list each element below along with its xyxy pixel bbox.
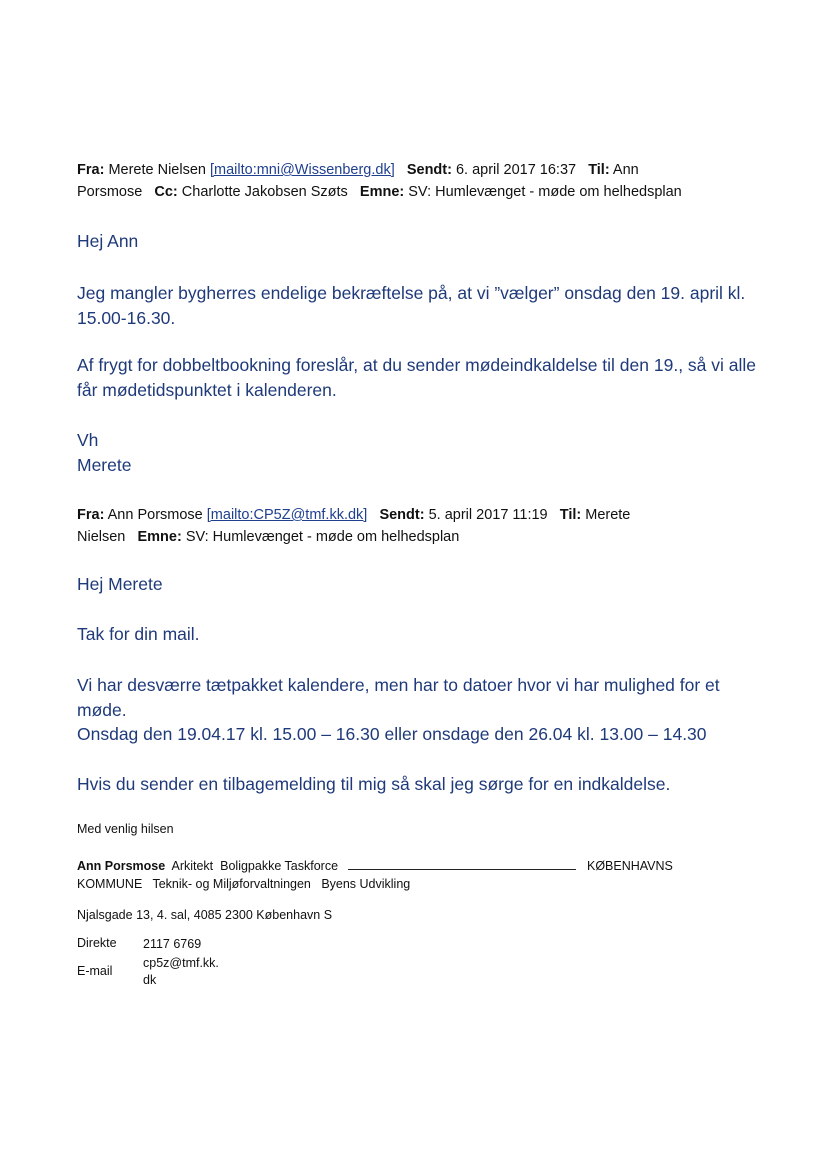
- email2-to-value-line1: Merete: [585, 507, 631, 523]
- email2-from-name: Ann Porsmose: [107, 507, 203, 523]
- email1-from-name: Merete Nielsen: [108, 162, 206, 178]
- signature-division: Byens Udvikling: [321, 877, 411, 891]
- email2-sent-value: 5. april 2017 11:19: [428, 507, 548, 523]
- email1-to-value-line1: Ann: [612, 162, 639, 178]
- email2-to-value-line2: Nielsen: [77, 529, 126, 545]
- email1-from-label: Fra:: [77, 162, 105, 178]
- email2-to-label: Til:: [559, 507, 582, 523]
- signature-title: Arkitekt: [171, 859, 214, 873]
- email1-paragraph-1: Jeg mangler bygherres endelige bekræftelse på, at vi ”vælger” onsdag den 19. april kl. 15.00-16.30.: [77, 283, 746, 328]
- signature-email-value-line2: dk: [143, 973, 157, 987]
- email1-closing: Vh: [77, 430, 99, 450]
- email1-to-value-line2: Porsmose: [77, 184, 143, 200]
- email2-header: [77, 504, 737, 548]
- email2-from-link[interactable]: [mailto:CP5Z@tmf.kk.dk]: [206, 507, 368, 523]
- email1-signoff-name: Merete: [77, 455, 132, 475]
- signature-email-value[interactable]: [143, 955, 219, 989]
- email1-subject-label: Emne:: [359, 184, 405, 200]
- signature-email-label: E-mail: [77, 964, 113, 978]
- email1-sent-value: 6. april 2017 16:37: [455, 162, 577, 178]
- email1-from-link[interactable]: [mailto:mni@Wissenberg.dk]: [209, 162, 395, 178]
- signature-email-value-line1: cp5z@tmf.kk.: [143, 956, 219, 970]
- signature-salutation: Med venlig hilsen: [77, 822, 174, 836]
- email2-greeting: Hej Merete: [77, 574, 163, 594]
- signature-department: Teknik- og Miljøforvaltningen: [152, 877, 311, 891]
- email1-greeting: Hej Ann: [77, 231, 139, 251]
- email1-to-label: Til:: [588, 162, 610, 178]
- email2-paragraph-4: Hvis du sender en tilbagemelding til mig så skal jeg sørge for en indkaldelse.: [77, 774, 671, 794]
- email2-paragraph-3: Onsdag den 19.04.17 kl. 15.00 – 16.30 eller onsdage den 26.04 kl. 13.00 – 14.30: [77, 724, 707, 744]
- email1-cc-value: Charlotte Jakobsen Szøts: [181, 184, 348, 200]
- signature-divider-line: [348, 857, 576, 870]
- email1-header: [77, 159, 737, 203]
- email1-subject-value: SV: Humlevænget - møde om helhedsplan: [408, 184, 682, 200]
- signature-unit: Boligpakke Taskforce: [220, 859, 339, 873]
- signature-block: [77, 857, 757, 893]
- signature-org-line2: KOMMUNE: [77, 877, 143, 891]
- email2-sent-label: Sendt:: [379, 507, 425, 523]
- email2-paragraph-1: Tak for din mail.: [77, 624, 200, 644]
- email2-subject-value: SV: Humlevænget - møde om helhedsplan: [185, 529, 460, 545]
- email2-from-label: Fra:: [77, 507, 105, 523]
- signature-phone-value: 2117 6769: [143, 937, 202, 951]
- signature-name: Ann Porsmose: [77, 859, 166, 873]
- signature-org-line1: KØBENHAVNS: [586, 859, 673, 873]
- email1-paragraph-2: Af frygt for dobbeltbookning foreslår, at du sender mødeindkaldelse til den 19., så vi alle får mødetidspunktet i kalenderen.: [77, 355, 757, 400]
- signature-phone-label: Direkte: [77, 936, 117, 950]
- signature-address: Njalsgade 13, 4. sal, 4085 2300 København S: [77, 908, 333, 922]
- email1-sent-label: Sendt:: [406, 162, 452, 178]
- email1-cc-label: Cc:: [154, 184, 178, 200]
- email2-subject-label: Emne:: [137, 529, 182, 545]
- email2-paragraph-2: Vi har desværre tætpakket kalendere, men har to datoer hvor vi har mulighed for et møde.: [77, 675, 720, 720]
